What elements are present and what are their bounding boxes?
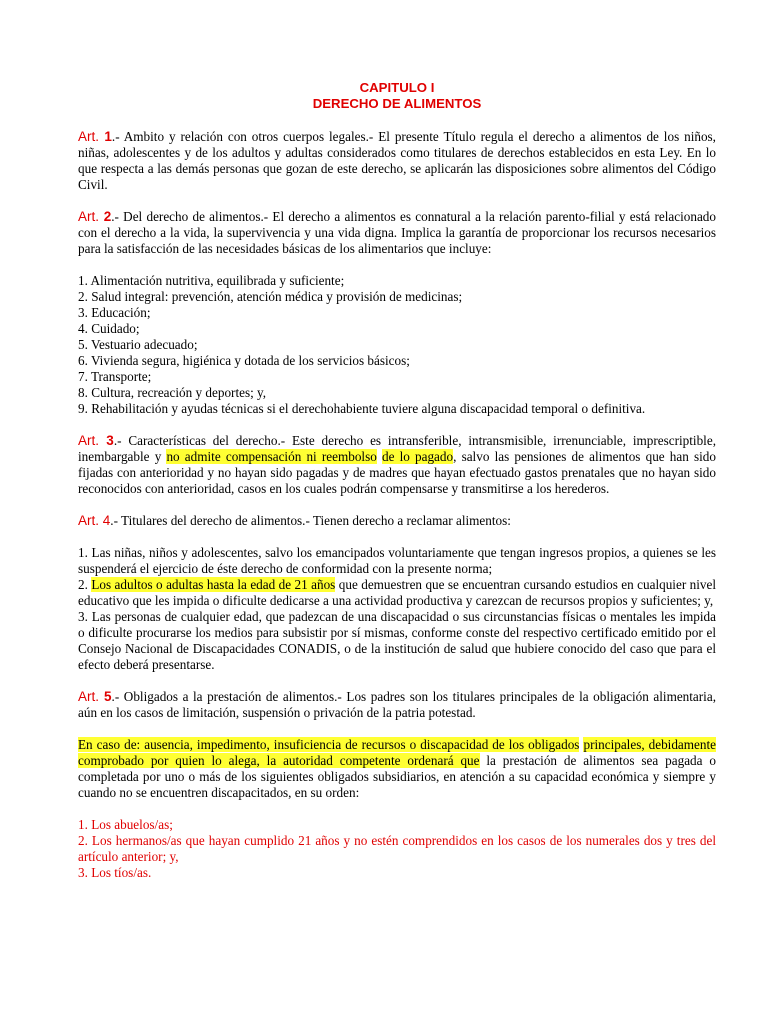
list-item: 8. Cultura, recreación y deportes; y, [78, 385, 267, 400]
list-item: 4. Cuidado; [78, 321, 140, 336]
list-item: 9. Rehabilitación y ayudas técnicas si el derechohabiente tuviere alguna discapacidad temporal o definitiva. [78, 401, 646, 416]
article-5-label: Art. 5 [78, 689, 112, 704]
article-2-text: .- Del derecho de alimentos.- El derecho a alimentos es connatural a la relación parento-filial y está relacionado con el derecho a la vida, la supervivencia y una vida digna. Implica la garantía de proporcionar los recursos necesarios para la satisfacción de las necesidades básicas de los alimentarios que incluye: [78, 209, 716, 256]
highlight: Los adultos o adultas hasta la edad de 21 años [91, 577, 336, 592]
list-item: 3. Educación; [78, 305, 151, 320]
article-5 [78, 689, 716, 721]
article-1-text: .- Ambito y relación con otros cuerpos legales.- El presente Título regula el derecho a alimentos de los niños, niñas, adolescentes y de los adultos y adultas considerados como titulares de derechos establecidos en esta Ley. En lo que respecta a las demás personas que gozan de este derecho, se aplicarán las disposiciones sobre alimentos del Código Civil. [78, 129, 716, 192]
article-4-item-1: 1. Las niñas, niños y adolescentes, salvo los emancipados voluntariamente que tengan ingresos propios, a quienes se les suspenderá el ejercicio de éste derecho de conformidad con la presente norma; [78, 545, 716, 576]
highlight: principales, debidamente comprobado por quien lo alega, la autoridad competente ordenará que [78, 737, 717, 768]
highlight: de lo pagado [381, 449, 454, 464]
document-page [78, 80, 716, 881]
article-3: Art. 3.- Características del derecho.- Este derecho es intransferible, intransmisible, irrenunciable, imprescriptible, inembargable y no admite compensación ni reembolso de lo pagado, salvo las pensiones de alimentos que han sido fijadas con anterioridad y no hayan sido pagadas y de madres que hayan efectuado gastos prenatales que no hayan sido reconocidos con anterioridad, casos en los cuales podrán compensarse y transmitirse a los herederos. [78, 433, 716, 496]
article-3-label: Art. 3 [78, 433, 114, 448]
article-1-label: Art. 1 [78, 129, 112, 144]
list-item: 6. Vivienda segura, higiénica y dotada de los servicios básicos; [78, 353, 410, 368]
highlight: no admite compensación ni reembolso [166, 449, 377, 464]
article-4-item-2: 2. Los adultos o adultas hasta la edad de 21 años que demuestren que se encuentran cursando estudios en cualquier nivel educativo que les impida o dificulte dedicarse a una actividad productiva y carezcan de recursos propios y suficientes; y, [78, 577, 717, 608]
article-2-label: Art. 2 [78, 209, 112, 224]
list-item: 1. Los abuelos/as; [78, 817, 173, 832]
list-item: 2. Los hermanos/as que hayan cumplido 21 años y no estén comprendidos en los casos de los numerales dos y tres del artículo anterior; y, [78, 833, 716, 864]
article-5-text: .- Obligados a la prestación de alimentos.- Los padres son los titulares principales de la obligación alimentaria, aún en los casos de limitación, suspensión o privación de la patria potestad. [78, 689, 716, 720]
article-5-paragraph-2: En caso de: ausencia, impedimento, insuficiencia de recursos o discapacidad de los obligados principales, debidamente comprobado por quien lo alega, la autoridad competente ordenará que la prestación de alimentos sea pagada o completada por uno o más de los siguientes obligados subsidiarios, en atención a su capacidad económica y siempre y cuando no se encuentren discapacitados, en su orden: [78, 737, 717, 800]
list-item: 7. Transporte; [78, 369, 152, 384]
list-item: 1. Alimentación nutritiva, equilibrada y suficiente; [78, 273, 345, 288]
article-4-label: Art. 4 [78, 513, 111, 528]
article-4 [78, 513, 716, 529]
article-2-list [78, 273, 716, 417]
chapter-title: CAPITULO I [359, 80, 435, 95]
chapter-subtitle: DERECHO DE ALIMENTOS [312, 96, 482, 111]
article-4-item-3: 3. Las personas de cualquier edad, que padezcan de una discapacidad o sus circunstancias físicas o mentales les impida o dificulte procurarse los medios para subsistir por sí mismas, conforme conste del respectivo certificado emitido por el Consejo Nacional de Discapacidades CONADIS, o de la institución de salud que hubiere conocido del caso que para el efecto deberá presentarse. [78, 609, 716, 672]
article-5-list [78, 817, 716, 881]
highlight: En caso de: ausencia, impedimento, insuficiencia de recursos o discapacidad de los obligados [78, 737, 580, 752]
list-item: 2. Salud integral: prevención, atención médica y provisión de medicinas; [78, 289, 463, 304]
list-item: 5. Vestuario adecuado; [78, 337, 198, 352]
article-1 [78, 129, 716, 193]
article-4-text: .- Titulares del derecho de alimentos.- Tienen derecho a reclamar alimentos: [110, 513, 511, 528]
article-2 [78, 209, 716, 257]
list-item: 3. Los tíos/as. [78, 865, 152, 880]
